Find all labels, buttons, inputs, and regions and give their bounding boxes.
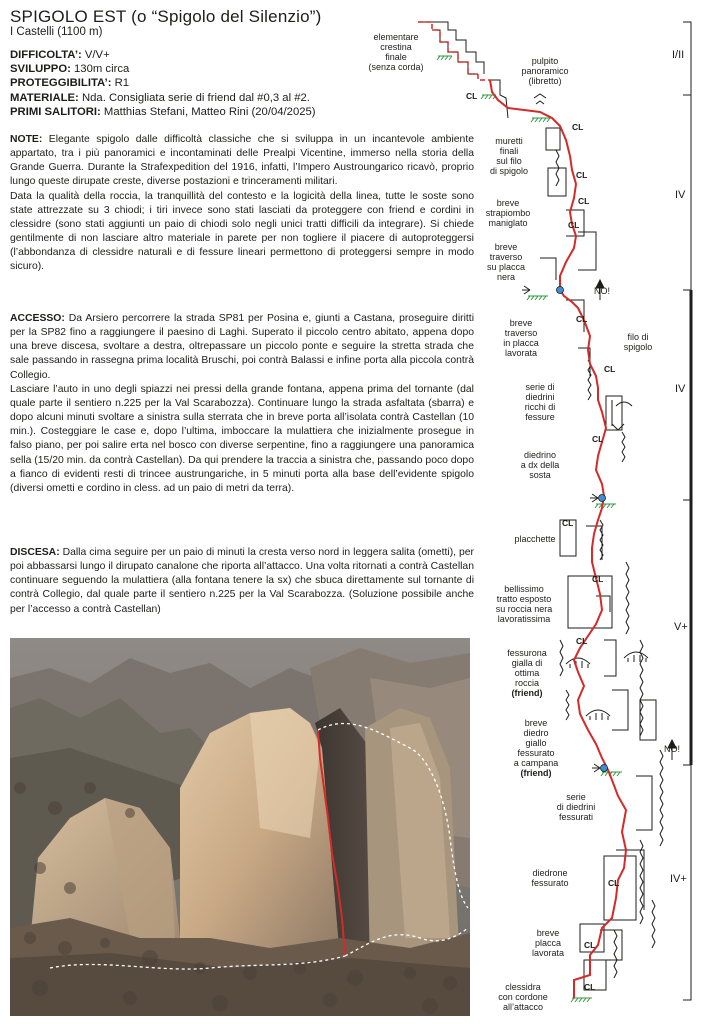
- warning-label: NO!: [664, 744, 681, 754]
- info-difficulty: DIFFICOLTA’: V/V+: [10, 49, 110, 61]
- svg-text:in placca: in placca: [503, 338, 539, 348]
- svg-text:a dx della: a dx della: [520, 460, 560, 470]
- svg-text:nera: nera: [496, 272, 516, 282]
- svg-text:CL: CL: [592, 574, 604, 584]
- svg-text:lavorata: lavorata: [531, 948, 565, 958]
- note-section: NOTE: Elegante spigolo dalle difficoltà classiche che si sviluppa in un incantevole ambiente appartato, tra i più panoramici e incontaminati delle Prealpi Vicentine, immerso nella storia della Grande Guerra. Durante la Strafexpedition del 1916, infatti, l’Impero Austroungarico ricavò, proprio lungo queste dirupate creste, diverse postazioni e trinceramenti militari. Data la qualità della roccia, la tranquillità del contesto e la logicità della linea, tutte le soste sono state attrezzate su 3 chiodi; i tiri invece sono stati lasciati da proteggere con friend e cordini in clessidre (sono stati aggiunti un paio di chiodi solo negli unici tratti difficili da integrare). Si chiede gentilmente di non lasciare altro materiale in parete per non togliere il piacere di autoproteggersi (l’abbondanza di clessidre naturali e di fessure lineari permettono di proteggersi sempre in modo sicuro).: [10, 134, 474, 273]
- svg-text:CL: CL: [584, 982, 596, 992]
- svg-text:filo di: filo di: [627, 332, 649, 342]
- svg-text:di diedrini: di diedrini: [556, 802, 596, 812]
- svg-text:elementare: elementare: [373, 32, 419, 42]
- access-section: ACCESSO: Da Arsiero percorrere la strada SP81 per Posina e, giunti a Castana, proseguire diritti per la SP82 fino a raggiungere il paesino di Laghi. Superato il piccolo centro abitato, appena dopo una breve discesa, svoltare a destra, oltrepassare un piccolo ponte e seguire la stretta strada che sale passando in rassegna prima località Bruschi, poi contrà Balassi e infine porta alla piccola contrà Collegio. Lasciare l’auto in uno degli spiazzi nei pressi della grande fontana, appena prima del tornante (dal quale parte il sentiero n.225 per la Val Scarabozza). Continuare lungo la strada asfaltata (sbarra) e dopo alcuni minuti svoltare a sinistra sulla sterrata che in breve porta all’isolata contrà Castellan (10 min.). Costeggiare le case e, dopo l’ultima, imboccare la mulattiera che inizialmente prosegue in falso piano, per poi salire erta nel bosco con diverse serpentine, fino a raggiungere una panoramica sella (15/20 min. da contrà Castellan). Da qui prendere la traccia a sinistra che, passando poco dopo a fianco di evidenti resti di trincee austrungariche, in 5 minuti porta alla base dell’evidente spigolo (diversi ometti e cordino in cless. ad un paio di metri da terra).: [10, 313, 474, 494]
- svg-text:CL: CL: [578, 196, 590, 206]
- svg-text:CL: CL: [576, 636, 588, 646]
- route-crest-dashed: [418, 22, 490, 80]
- svg-text:(friend): (friend): [520, 768, 552, 778]
- grade-label: IV: [675, 383, 686, 395]
- descent-section: DISCESA: Dalla cima seguire per un paio di minuti la cresta verso nord in leggera salita (ometti), per poi abbassarsi lungo il dirupato canalone che riporta all’attacco. Una volta ritornati a contrà Castellan continuare seguendo la mulattiera (alla fontana tenere la sx) che sbuca direttamente sul tornante di contrà Collegio, dal quale parte il sentiero n.225 per la Val Scarabozza. (Soluzione possibile anche per l’accesso a contrà Castellan): [10, 547, 474, 615]
- svg-text:breve: breve: [509, 318, 533, 328]
- svg-text:CL: CL: [576, 170, 588, 180]
- warning-arrows: [596, 280, 676, 760]
- svg-text:diedrini: diedrini: [525, 392, 555, 402]
- grade-label: IV+: [670, 873, 687, 885]
- info-first-ascent: PRIMI SALITORI: Matthias Stefani, Matteo Rini (20/04/2025): [10, 105, 316, 118]
- svg-text:di spigolo: di spigolo: [489, 166, 529, 176]
- svg-text:diedrone: diedrone: [532, 868, 568, 878]
- svg-text:CL: CL: [584, 940, 596, 950]
- svg-text:diedrino: diedrino: [523, 450, 557, 460]
- svg-text:su roccia nera: su roccia nera: [495, 604, 553, 614]
- topo-labels: [368, 32, 652, 1012]
- svg-text:CL: CL: [576, 314, 588, 324]
- svg-text:clessidra: clessidra: [505, 982, 541, 992]
- svg-text:CL: CL: [604, 364, 616, 374]
- svg-text:bellissimo: bellissimo: [504, 584, 544, 594]
- svg-text:traverso: traverso: [504, 328, 538, 338]
- svg-text:breve: breve: [496, 198, 520, 208]
- info-gear: MATERIALE: Nda. Consigliata serie di friend dal #0,3 al #2.: [10, 91, 310, 104]
- svg-text:a campana: a campana: [513, 758, 559, 768]
- svg-text:CL: CL: [466, 91, 478, 101]
- svg-text:fessurato: fessurato: [531, 878, 569, 888]
- svg-text:fessurona: fessurona: [507, 648, 547, 658]
- svg-text:lavorata: lavorata: [504, 348, 538, 358]
- svg-text:gialla di: gialla di: [511, 658, 543, 668]
- svg-text:serie di: serie di: [525, 382, 555, 392]
- route-topo: [360, 0, 724, 1024]
- svg-text:traverso: traverso: [489, 252, 523, 262]
- svg-text:placchette: placchette: [514, 534, 556, 544]
- svg-text:crestina: crestina: [380, 42, 412, 52]
- svg-text:CL: CL: [568, 220, 580, 230]
- svg-text:breve: breve: [494, 242, 518, 252]
- info-length: SVILUPPO: 130m circa: [10, 63, 130, 76]
- svg-text:pulpito: pulpito: [531, 56, 559, 66]
- svg-text:spigolo: spigolo: [623, 342, 653, 352]
- grade-bracket: [683, 22, 691, 1000]
- grade-label: V+: [674, 621, 688, 633]
- svg-text:sul filo: sul filo: [496, 156, 522, 166]
- svg-text:serie: serie: [566, 792, 586, 802]
- svg-text:diedro: diedro: [523, 728, 549, 738]
- svg-text:muretti: muretti: [495, 136, 523, 146]
- crack-lines: [556, 150, 663, 978]
- svg-text:giallo: giallo: [525, 738, 547, 748]
- svg-text:breve: breve: [536, 928, 560, 938]
- svg-text:CL: CL: [608, 878, 620, 888]
- svg-text:CL: CL: [572, 122, 584, 132]
- svg-text:placca: placca: [534, 938, 562, 948]
- rock-features: [418, 22, 656, 990]
- svg-text:ricchi di: ricchi di: [524, 402, 556, 412]
- svg-text:sosta: sosta: [529, 470, 551, 480]
- svg-text:tratto esposto: tratto esposto: [496, 594, 552, 604]
- svg-text:fessure: fessure: [525, 412, 555, 422]
- svg-text:lavoratissima: lavoratissima: [497, 614, 551, 624]
- grade-label: IV: [675, 189, 686, 201]
- belay-stations: [437, 56, 622, 1002]
- svg-text:ottima: ottima: [514, 668, 540, 678]
- page-title: SPIGOLO EST (o “Spigolo del Silenzio”): [10, 7, 322, 26]
- svg-text:CL: CL: [592, 434, 604, 444]
- warning-label: NO!: [594, 286, 611, 296]
- svg-text:(senza corda): (senza corda): [368, 62, 424, 72]
- page-subtitle: I Castelli (1100 m): [10, 26, 103, 38]
- svg-text:fessurati: fessurati: [558, 812, 594, 822]
- svg-text:breve: breve: [524, 718, 548, 728]
- svg-text:finali: finali: [499, 146, 519, 156]
- svg-text:fessurato: fessurato: [517, 748, 555, 758]
- svg-text:maniglato: maniglato: [488, 218, 528, 228]
- svg-text:(friend): (friend): [511, 688, 543, 698]
- svg-text:CL: CL: [562, 518, 574, 528]
- svg-text:(libretto): (libretto): [528, 76, 562, 86]
- svg-text:con cordone: con cordone: [498, 992, 548, 1002]
- svg-text:roccia: roccia: [514, 678, 540, 688]
- svg-text:su placca: su placca: [486, 262, 526, 272]
- svg-text:finale: finale: [385, 52, 407, 62]
- svg-text:panoramico: panoramico: [521, 66, 569, 76]
- svg-text:strapiombo: strapiombo: [485, 208, 531, 218]
- svg-text:all’attacco: all’attacco: [502, 1002, 544, 1012]
- grade-label: I/II: [672, 49, 685, 61]
- info-protection: PROTEGGIBILITA’: R1: [10, 77, 130, 90]
